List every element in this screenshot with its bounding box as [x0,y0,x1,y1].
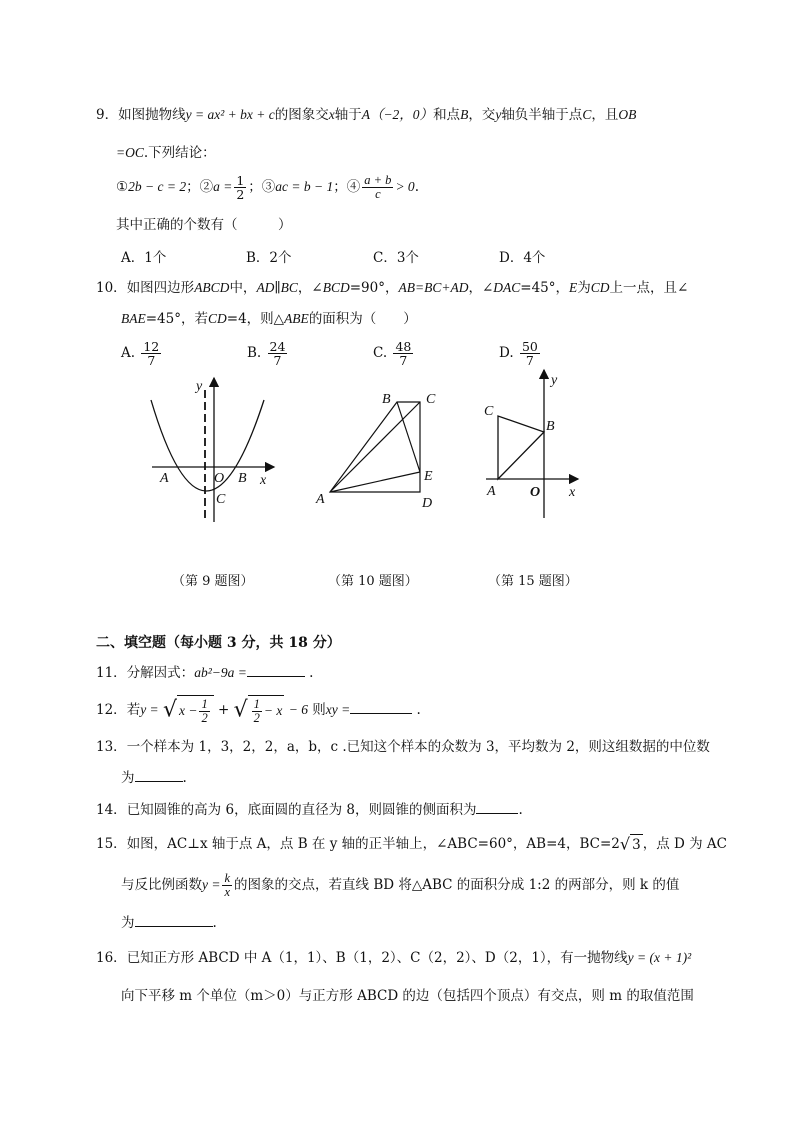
q11-answer-blank[interactable] [247,662,305,677]
q9-option-c: C．3个 [373,250,419,266]
q9-option-d: D．4个 [499,250,546,266]
q9-question: 其中正确的个数有（ ） [116,217,292,233]
caption-fig9: （第 9 题图） [172,574,254,589]
q12-answer-blank[interactable] [350,699,412,714]
fig10-label-a: A [316,492,325,507]
q13-answer-blank[interactable] [135,767,183,782]
fig9-label-o: O [214,471,225,486]
q15-line2: 与反比例函数y = $\frac{k}{x}$ 的图象的交点，若直线 BD 将△ABC 的面积分成 1:2 的两部分，则 k 的值 [121,871,680,899]
figure-q9 [140,372,290,532]
q10-option-b: B. $\frac{24}{7}$ [247,339,286,368]
fig15-label-x: x [569,485,576,500]
q12: 12．若y = √ x − $\frac{1}{2}$ + √ $\frac{1}{2}$ − x − 6 则xy = . [96,695,421,726]
q9-frac-half: $\frac{1}{2}$ [236,173,245,202]
q15-line1: 15．如图，AC⊥x 轴于点 A，点 B 在 y 轴的正半轴上，∠ABC=60°，AB=4，BC=2√ 3 ，点 D 为 AC [96,834,727,854]
q9-option-b: B．2个 [246,250,292,266]
q15-answer-blank[interactable] [135,912,213,927]
q16-line1: 16．已知正方形 ABCD 中 A（1，1）、B（1，2）、C（2，2）、D（2，1），有一抛物线y = (x + 1)² [96,950,692,966]
fig10-label-b: B [382,392,391,407]
figure-q10 [310,385,450,515]
figure-q15 [478,366,588,526]
q10-option-c: C. $\frac{48}{7}$ [373,339,412,368]
fig10-line-be [397,402,420,472]
q10-line2: BAE=45°，若CD=4，则△ABE的面积为（ ） [121,311,417,327]
fig10-label-c: C [426,392,436,407]
q14: 14．已知圆锥的高为 6，底面圆的直径为 8，则圆锥的侧面积为 . [96,799,523,820]
q16-line2: 向下平移 m 个单位（m＞0）与正方形 ABCD 的边（包括四个顶点）有交点，则 m 的取值范围 [121,988,694,1004]
fig9-label-c: C [216,492,226,507]
fig9-label-x: x [260,473,267,488]
fig9-label-a: A [160,471,169,486]
q15-line3: 为 . [121,912,217,933]
caption-fig10: （第 10 题图） [328,574,418,589]
fig10-label-d: D [422,496,433,511]
fig15-triangle [498,416,544,479]
q12-radical-1: x − $\frac{1}{2}$ [177,695,214,726]
caption-fig15: （第 15 题图） [488,574,578,589]
fig9-label-y: y [196,379,203,394]
fig10-line-ae [330,472,420,492]
fig15-label-b: B [546,419,555,434]
q14-answer-blank[interactable] [476,799,518,814]
q12-radical-2: $\frac{1}{2}$ − x [248,695,285,726]
fig15-label-c: C [484,404,494,419]
fig10-diag-ac [330,402,420,492]
q10-option-a: A. $\frac{12}{7}$ [121,339,160,368]
fig10-label-e: E [424,469,433,484]
fig9-label-b: B [238,471,247,486]
q10-line1: 10．如图四边形ABCD中，AD∥BC，∠BCD=90°，AB=BC+AD，∠DAC=45°，E为CD上一点，且∠ [96,280,689,296]
q9-frac-ab-c: $\frac{a + b}{c}$ [364,173,392,201]
fig15-label-y: y [551,373,558,388]
q9-number: 9． [96,107,119,123]
fig15-label-a: A [487,484,496,499]
q9-line1: 9．如图抛物线y = ax² + bx + c的图象交x轴于A（−2，0）和点B，交y轴负半轴于点C，且OB [96,107,637,123]
q9-option-a: A．1个 [121,250,167,266]
q13-line2: 为 . [121,767,187,788]
section-heading: 二、填空题（每小题 3 分，共 18 分） [96,635,341,651]
q11: 11．分解因式：ab²−9a = . [96,662,313,683]
q13-line1: 13．一个样本为 1，3，2，2，a，b，c .已知这个样本的众数为 3，平均数为 2，则这组数据的中位数 [96,739,710,755]
q9-conclusions: ①2b − c = 2；②a = $\frac{1}{2}$ ；③ac = b − 1；④ $\frac{a + b}{c}$ > 0. [116,173,419,202]
fig15-label-o: O [530,485,541,500]
q9-line2: =OC.下列结论： [116,145,216,161]
q10-option-d: D. $\frac{50}{7}$ [499,339,538,368]
